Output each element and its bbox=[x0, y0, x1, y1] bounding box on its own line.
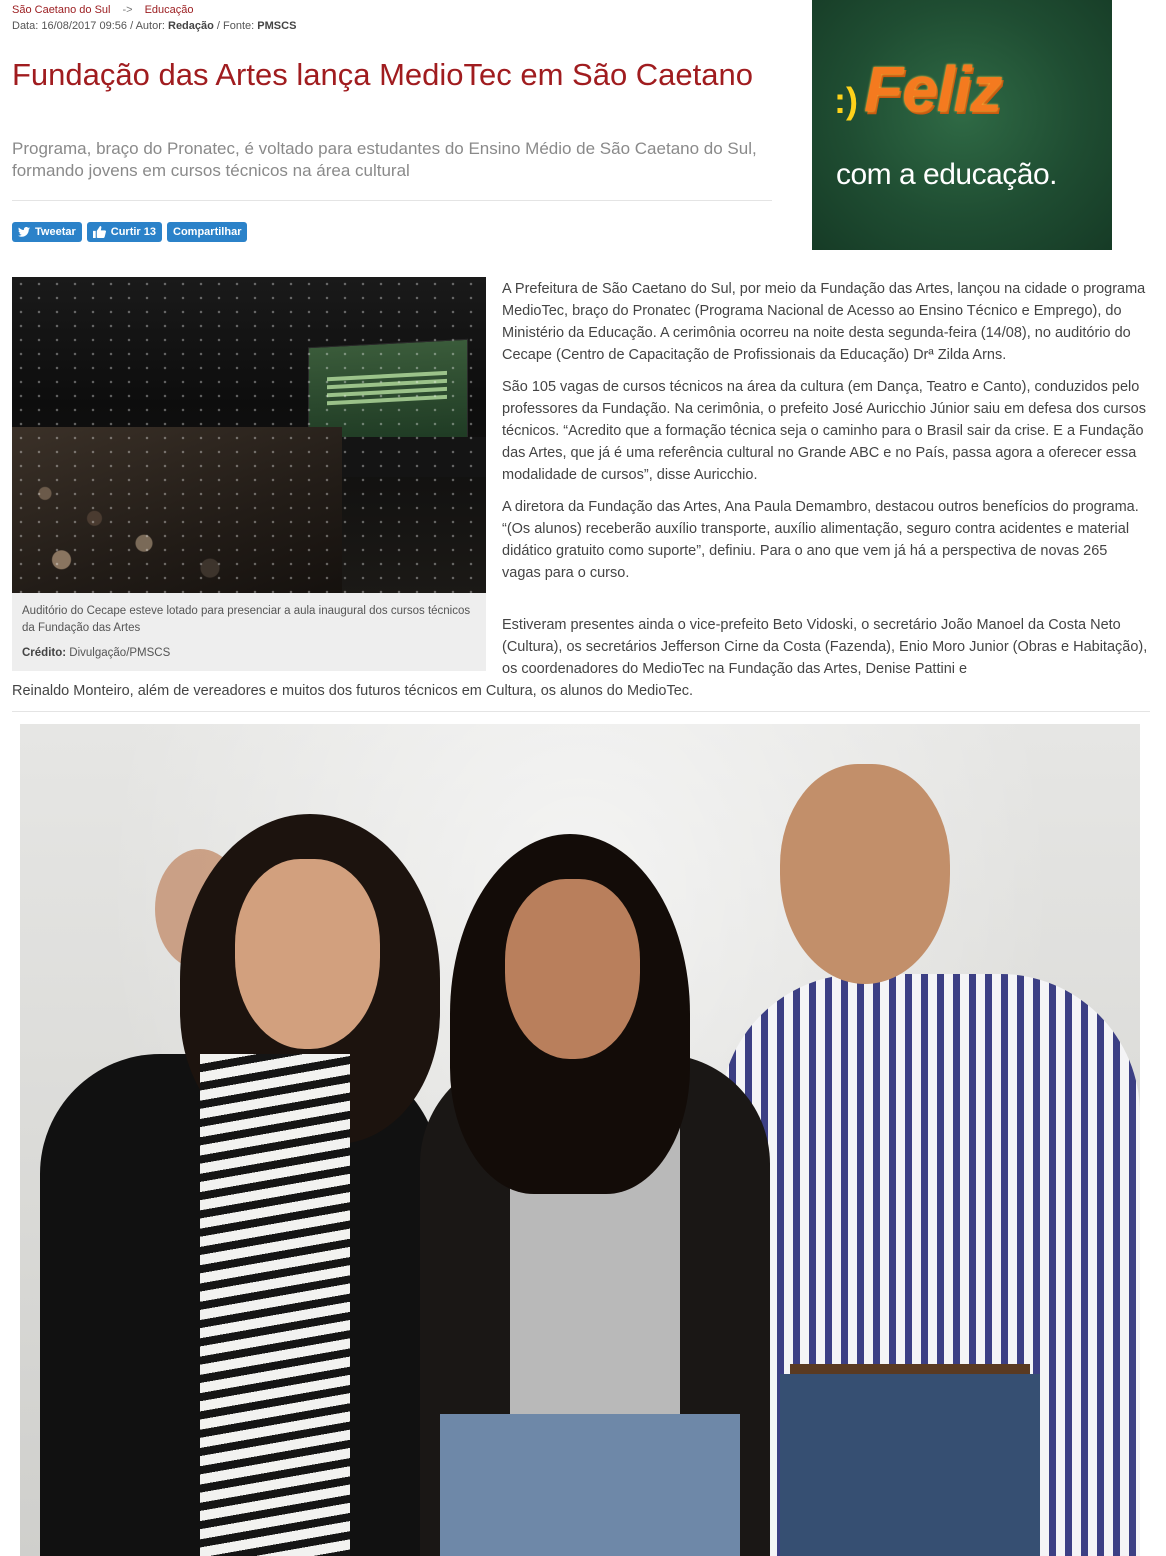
publish-date: 16/08/2017 09:56 bbox=[41, 20, 127, 32]
share-button[interactable] bbox=[167, 222, 247, 242]
article-paragraph-final bbox=[12, 614, 1150, 702]
smile-icon: :) bbox=[834, 80, 858, 121]
auditorium-photo bbox=[12, 277, 486, 593]
share-label: Compartilhar bbox=[173, 226, 242, 238]
date-label: Data: bbox=[12, 20, 39, 32]
breadcrumb bbox=[12, 4, 194, 16]
tweet-label: Tweetar bbox=[35, 226, 76, 238]
caption-text: Auditório do Cecape esteve lotado para presenciar a aula inaugural dos cursos técnicos da Fundação das Artes bbox=[22, 605, 471, 634]
tweet-button[interactable] bbox=[12, 222, 82, 242]
article-subtitle: Programa, braço do Pronatec, é voltado para estudantes do Ensino Médio de São Caetano do Sul, formando jovens em cursos técnicos na área cultural bbox=[12, 139, 757, 180]
article-paragraph-final-end: Reinaldo Monteiro, além de vereadores e muitos dos futuros técnicos em Cultura, os alunos do MedioTec. bbox=[12, 683, 694, 699]
article-paragraph: São 105 vagas de cursos técnicos na área da cultura (em Dança, Teatro e Canto), conduzidos pelo professores da Fundação. Na cerimônia, o prefeito José Auricchio Júnior saiu em defesa dos cursos técnicos. “Acredito que a formação técnica seja o caminho para o Brasil sair da crise. E a Fundação das Artes, que já é uma referência cultural no Grande ABC e no País, passa agora a oferecer essa modalidade de cursos”, disse Auricchio. bbox=[502, 379, 1146, 483]
share-bar bbox=[12, 222, 247, 242]
thumbs-up-icon bbox=[93, 226, 106, 238]
page-title: Fundação das Artes lança MedioTec em São Caetano bbox=[12, 57, 754, 92]
breadcrumb-section-link[interactable]: São Caetano do Sul bbox=[12, 4, 111, 16]
woman-left-top bbox=[200, 1054, 350, 1556]
ad-banner[interactable] bbox=[812, 0, 1112, 250]
source-label: Fonte: bbox=[223, 20, 255, 32]
article-meta: Data: 16/08/2017 09:56 / Autor: Redação / Fonte: PMSCS bbox=[12, 20, 297, 32]
source-name: PMSCS bbox=[257, 20, 297, 32]
credit-label: Crédito: bbox=[22, 647, 67, 659]
group-photo bbox=[20, 724, 1140, 1556]
divider bbox=[12, 711, 1150, 712]
like-button[interactable] bbox=[87, 222, 162, 242]
twitter-icon bbox=[18, 227, 30, 237]
woman-left-face bbox=[235, 859, 380, 1049]
article-paragraph: A Prefeitura de São Caetano do Sul, por meio da Fundação das Artes, lançou na cidade o programa MedioTec, braço do Pronatec (Programa Nacional de Acesso ao Ensino Técnico e Emprego), do Ministério da Educação. A cerimônia ocorreu na noite desta segunda-feira (14/08), no auditório do Cecape (Centro de Capacitação de Profissionais da Educação) Drª Zilda Arns. bbox=[502, 281, 1146, 363]
author-name: Redação bbox=[168, 20, 214, 32]
man-face bbox=[780, 764, 950, 984]
article-body bbox=[502, 278, 1150, 594]
banner-tagline: com a educação. bbox=[836, 158, 1057, 191]
breadcrumb-separator: -> bbox=[122, 4, 133, 16]
woman-middle-face bbox=[505, 879, 640, 1059]
article-paragraph: A diretora da Fundação das Artes, Ana Paula Demambro, destacou outros benefícios do programa. “(Os alunos) receberão auxílio transporte, auxílio alimentação, seguro contra acidentes e material didático gratuito como suporte”, definiu. Para o ano que vem já há a perspectiva de novas 265 vagas para o curso. bbox=[502, 499, 1139, 581]
article-paragraph-final-start: Estiveram presentes ainda o vice-prefeito Beto Vidoski, o secretário João Manoel da Costa Neto (Cultura), os secretários Jefferson Cirne da Costa (Fazenda), Enio Moro Junior (Obras e Habitação), os coordenadores do MedioTec na Fundação das Artes, Denise Pattini e bbox=[502, 617, 1148, 677]
author-label: Autor: bbox=[135, 20, 165, 32]
banner-headline: Feliz bbox=[864, 53, 1002, 125]
breadcrumb-category-link[interactable]: Educação bbox=[144, 4, 194, 16]
credit-value: Divulgação/PMSCS bbox=[69, 647, 171, 659]
like-label: Curtir 13 bbox=[110, 226, 157, 238]
divider bbox=[12, 200, 772, 201]
